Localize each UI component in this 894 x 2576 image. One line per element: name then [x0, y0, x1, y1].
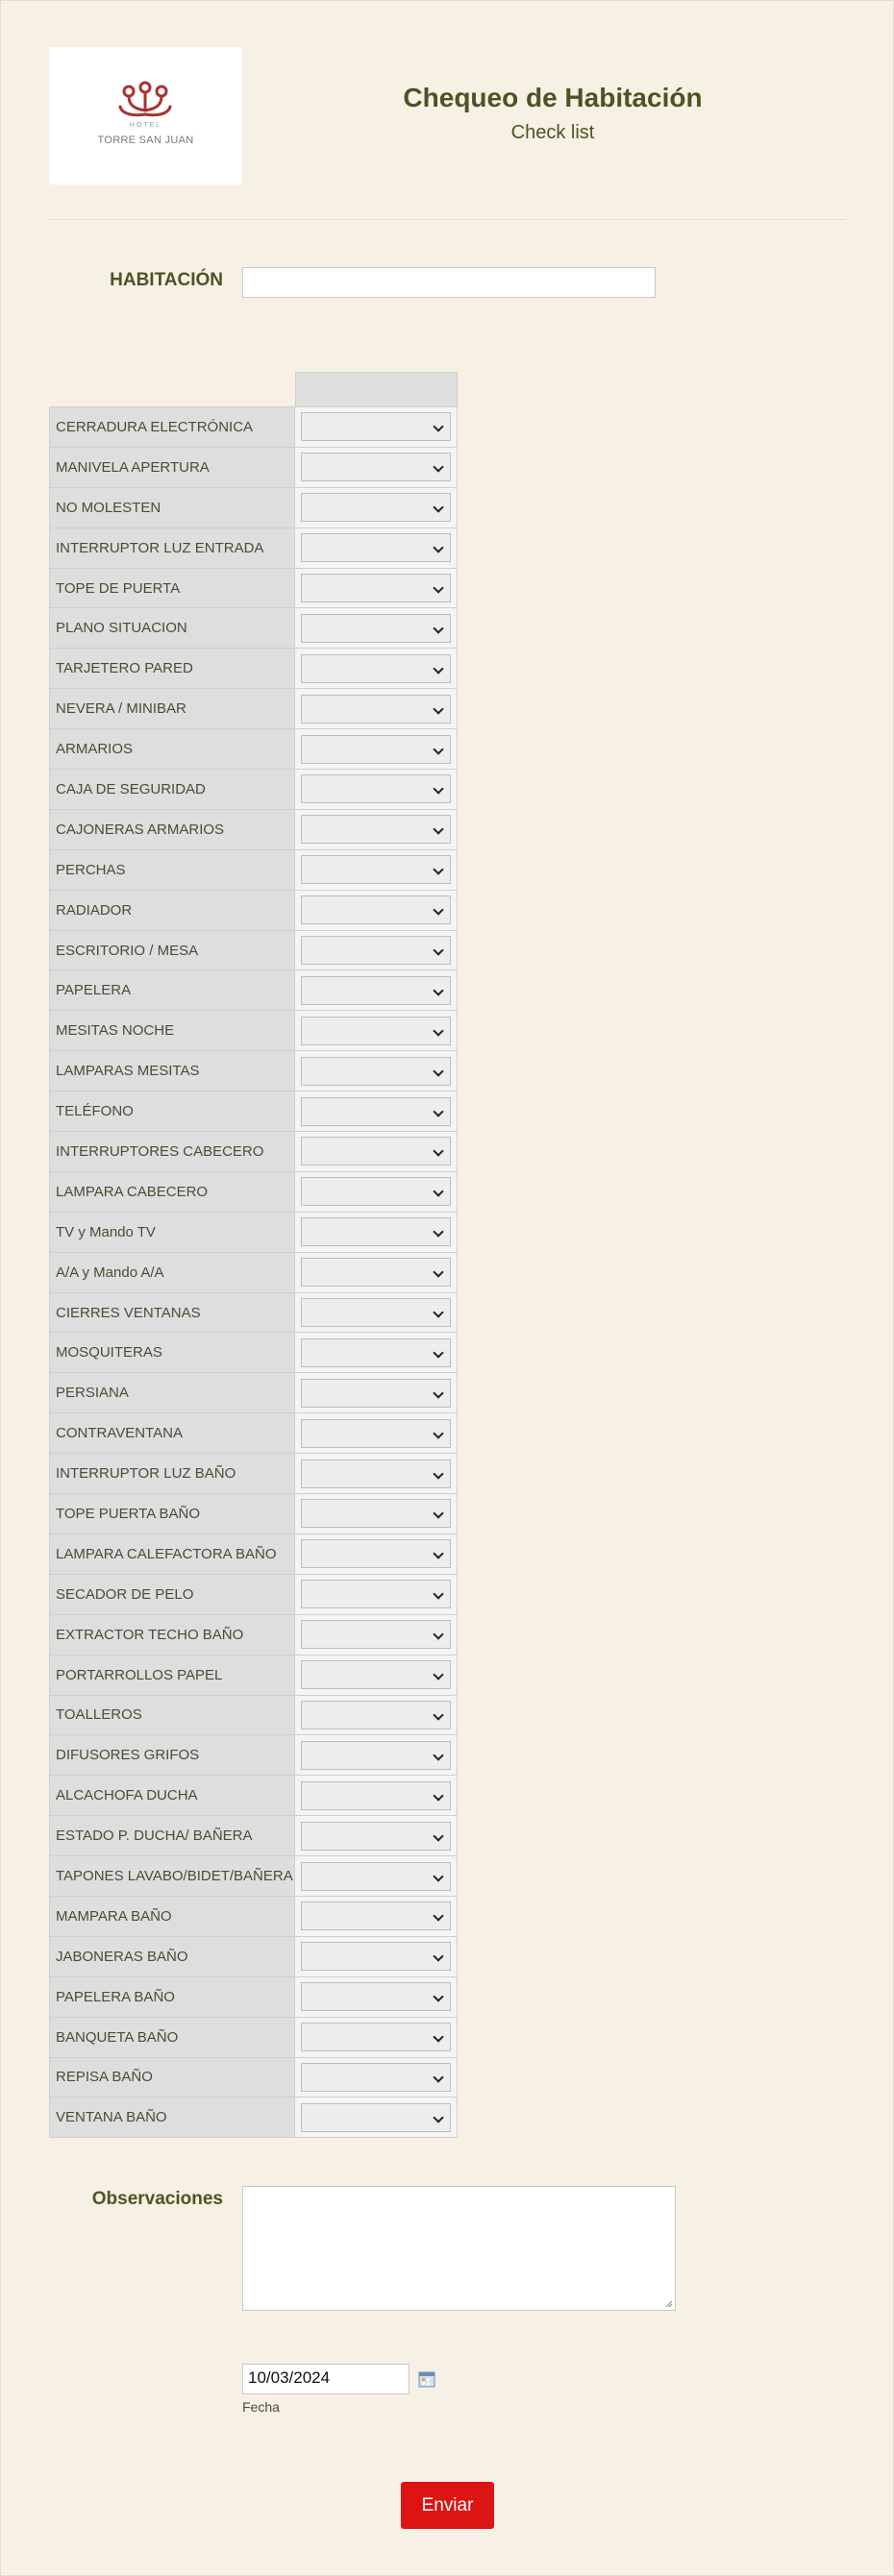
checklist-item-label: LAMPARAS MESITAS — [49, 1051, 295, 1091]
status-select[interactable] — [301, 2103, 451, 2132]
status-select[interactable] — [301, 1741, 451, 1770]
status-select[interactable] — [301, 1017, 451, 1045]
checklist-row — [49, 810, 458, 850]
status-select[interactable] — [301, 1137, 451, 1165]
checklist-row — [49, 1897, 458, 1937]
checklist-cell — [295, 1856, 458, 1896]
checklist-row — [49, 1172, 458, 1213]
checklist-item-label: DIFUSORES GRIFOS — [49, 1735, 295, 1775]
status-select[interactable] — [301, 1338, 451, 1367]
status-select[interactable] — [301, 2023, 451, 2051]
checklist-item-label: ALCACHOFA DUCHA — [49, 1776, 295, 1815]
checklist-item-label: TV y Mando TV — [49, 1213, 295, 1252]
status-select[interactable] — [301, 533, 451, 562]
checklist-cell — [295, 1615, 458, 1655]
checklist-item-label: PERSIANA — [49, 1373, 295, 1412]
logo-name: TORRE SAN JUAN — [97, 135, 194, 146]
hotel-logo — [49, 47, 242, 184]
calendar-icon[interactable] — [418, 2370, 435, 2388]
fecha-input[interactable]: 10/03/2024 — [242, 2364, 410, 2394]
checklist-item-label: PORTARROLLOS PAPEL — [49, 1656, 295, 1695]
checklist-item-label: RADIADOR — [49, 891, 295, 930]
checklist-item-label: MANIVELA APERTURA — [49, 448, 295, 487]
status-select[interactable] — [301, 735, 451, 764]
checklist-row — [49, 689, 458, 729]
checklist-row — [49, 2058, 458, 2098]
checklist-row — [49, 850, 458, 891]
checklist-cell — [295, 1534, 458, 1574]
status-select[interactable] — [301, 1177, 451, 1206]
checklist-item-label: INTERRUPTORES CABECERO — [49, 1132, 295, 1171]
checklist-item-label: EXTRACTOR TECHO BAÑO — [49, 1615, 295, 1655]
status-select[interactable] — [301, 1942, 451, 1971]
checklist-item-label: TELÉFONO — [49, 1092, 295, 1131]
checklist-item-label: VENTANA BAÑO — [49, 2098, 295, 2137]
checklist-cell — [295, 528, 458, 568]
checklist-item-label: NO MOLESTEN — [49, 488, 295, 527]
observaciones-textarea[interactable] — [242, 2186, 676, 2311]
checklist-item-label: CAJA DE SEGURIDAD — [49, 770, 295, 809]
page-subtitle: Check list — [510, 122, 595, 143]
checklist-row — [49, 931, 458, 971]
checklist-row — [49, 1454, 458, 1494]
checklist-cell — [295, 1373, 458, 1412]
checklist-cell — [295, 448, 458, 487]
checklist-row — [49, 569, 458, 609]
checklist-cell — [295, 1413, 458, 1453]
checklist-item-label: TOPE DE PUERTA — [49, 569, 295, 608]
status-select[interactable] — [301, 1419, 451, 1448]
checklist-row — [49, 407, 458, 448]
checklist-cell — [295, 1132, 458, 1171]
status-select[interactable] — [301, 1460, 451, 1488]
checklist-cell — [295, 1011, 458, 1050]
checklist-row — [49, 1615, 458, 1656]
checklist-cell — [295, 488, 458, 527]
checklist-row — [49, 1213, 458, 1253]
checklist-item-label: SECADOR DE PELO — [49, 1575, 295, 1614]
status-select[interactable] — [301, 1620, 451, 1649]
checklist-cell — [295, 770, 458, 809]
checklist-item-label: MOSQUITERAS — [49, 1333, 295, 1372]
checklist-item-label: PLANO SITUACION — [49, 608, 295, 648]
resize-grip-icon[interactable] — [665, 2300, 673, 2308]
checklist-row — [49, 1575, 458, 1615]
checklist-row — [49, 1776, 458, 1816]
checklist-row — [49, 2018, 458, 2058]
checklist-cell — [295, 569, 458, 608]
checklist-row — [49, 1373, 458, 1413]
checklist-cell — [295, 1977, 458, 2017]
checklist-item-label: INTERRUPTOR LUZ ENTRADA — [49, 528, 295, 568]
matrix-rows — [49, 406, 458, 2138]
checklist-cell — [295, 1051, 458, 1091]
status-select[interactable] — [301, 1097, 451, 1126]
matrix-column-header — [295, 372, 458, 406]
submit-button[interactable]: Enviar — [401, 2482, 494, 2529]
checklist-row — [49, 970, 458, 1011]
checklist-cell — [295, 729, 458, 769]
checklist-cell — [295, 1735, 458, 1775]
logo-subtext: HOTEL — [129, 122, 162, 129]
checklist-item-label: LAMPARA CABECERO — [49, 1172, 295, 1212]
checklist-row — [49, 1937, 458, 1977]
checklist-cell — [295, 1333, 458, 1372]
status-select[interactable] — [301, 1822, 451, 1851]
checklist-cell — [295, 1494, 458, 1533]
checklist-cell — [295, 608, 458, 648]
checklist-cell — [295, 970, 458, 1010]
checklist-item-label: CONTRAVENTANA — [49, 1413, 295, 1453]
checklist-item-label: PAPELERA — [49, 970, 295, 1010]
status-select[interactable] — [301, 895, 451, 924]
checklist-row — [49, 1534, 458, 1575]
checklist-row — [49, 649, 458, 689]
status-select[interactable] — [301, 1298, 451, 1327]
checklist-cell — [295, 2018, 458, 2057]
checklist-item-label: TARJETERO PARED — [49, 649, 295, 688]
status-select[interactable] — [301, 1901, 451, 1930]
checklist-row — [49, 1494, 458, 1534]
status-select[interactable] — [301, 695, 451, 724]
status-select[interactable] — [301, 976, 451, 1005]
status-select[interactable] — [301, 493, 451, 522]
habitacion-input[interactable] — [242, 267, 656, 298]
fecha-sublabel: Fecha — [242, 2399, 280, 2415]
status-select[interactable] — [301, 1057, 451, 1086]
checklist-cell — [295, 1937, 458, 1976]
checklist-item-label: CAJONERAS ARMARIOS — [49, 810, 295, 849]
checklist-item-label: CIERRES VENTANAS — [49, 1293, 295, 1333]
checklist-cell — [295, 649, 458, 688]
status-select[interactable] — [301, 936, 451, 965]
checklist-row — [49, 1696, 458, 1736]
checklist-cell — [295, 891, 458, 930]
checklist-item-label: LAMPARA CALEFACTORA BAÑO — [49, 1534, 295, 1574]
checklist-item-label: NEVERA / MINIBAR — [49, 689, 295, 728]
checklist-row — [49, 891, 458, 931]
checklist-item-label: PERCHAS — [49, 850, 295, 890]
checklist-row — [49, 2098, 458, 2138]
observaciones-label: Observaciones — [91, 2189, 223, 2209]
checklist-cell — [295, 1656, 458, 1695]
status-select[interactable] — [301, 774, 451, 803]
checklist-cell — [295, 1092, 458, 1131]
checklist-cell — [295, 850, 458, 890]
checklist-item-label: PAPELERA BAÑO — [49, 1977, 295, 2017]
checklist-matrix — [49, 372, 458, 2138]
header-divider — [49, 219, 846, 220]
status-select[interactable] — [301, 614, 451, 643]
status-select[interactable] — [301, 1580, 451, 1608]
checklist-row — [49, 1656, 458, 1696]
checklist-item-label: JABONERAS BAÑO — [49, 1937, 295, 1976]
checklist-row — [49, 1092, 458, 1132]
checklist-item-label: ESCRITORIO / MESA — [49, 931, 295, 970]
checklist-item-label: CERRADURA ELECTRÓNICA — [49, 407, 295, 447]
checklist-cell — [295, 2058, 458, 2098]
checklist-row — [49, 770, 458, 810]
status-select[interactable] — [301, 574, 451, 602]
checklist-cell — [295, 1253, 458, 1292]
checklist-row — [49, 729, 458, 770]
checklist-row — [49, 1856, 458, 1897]
checklist-row — [49, 1293, 458, 1334]
checklist-item-label: INTERRUPTOR LUZ BAÑO — [49, 1454, 295, 1493]
checklist-cell — [295, 689, 458, 728]
status-select[interactable] — [301, 815, 451, 844]
status-select[interactable] — [301, 1258, 451, 1287]
checklist-row — [49, 608, 458, 649]
checklist-cell — [295, 2098, 458, 2137]
checklist-cell — [295, 1696, 458, 1735]
status-select[interactable] — [301, 855, 451, 884]
status-select[interactable] — [301, 1862, 451, 1891]
checklist-row — [49, 1735, 458, 1776]
page-title: Chequeo de Habitación — [403, 83, 703, 112]
checklist-item-label: REPISA BAÑO — [49, 2058, 295, 2098]
habitacion-label: HABITACIÓN — [110, 270, 223, 290]
checklist-row — [49, 488, 458, 528]
checklist-row — [49, 1413, 458, 1454]
checklist-cell — [295, 1293, 458, 1333]
checklist-item-label: TOPE PUERTA BAÑO — [49, 1494, 295, 1533]
checklist-row — [49, 1011, 458, 1051]
checklist-row — [49, 1816, 458, 1856]
checklist-cell — [295, 1172, 458, 1212]
checklist-cell — [295, 1816, 458, 1855]
status-select[interactable] — [301, 654, 451, 683]
checklist-item-label: MESITAS NOCHE — [49, 1011, 295, 1050]
status-select[interactable] — [301, 412, 451, 441]
checklist-cell — [295, 1897, 458, 1936]
checklist-item-label: ARMARIOS — [49, 729, 295, 769]
status-select[interactable] — [301, 2063, 451, 2092]
checklist-cell — [295, 407, 458, 447]
status-select[interactable] — [301, 1701, 451, 1730]
checklist-item-label: MAMPARA BAÑO — [49, 1897, 295, 1936]
checklist-cell — [295, 1776, 458, 1815]
checklist-cell — [295, 1454, 458, 1493]
checklist-cell — [295, 931, 458, 970]
checklist-cell — [295, 1575, 458, 1614]
logo-emblem-icon — [49, 47, 242, 184]
checklist-row — [49, 448, 458, 488]
status-select[interactable] — [301, 1539, 451, 1568]
checklist-item-label: BANQUETA BAÑO — [49, 2018, 295, 2057]
status-select[interactable] — [301, 1499, 451, 1528]
checklist-row — [49, 1977, 458, 2018]
checklist-item-label: TOALLEROS — [49, 1696, 295, 1735]
status-select[interactable] — [301, 1379, 451, 1408]
status-select[interactable] — [301, 453, 451, 481]
checklist-item-label: A/A y Mando A/A — [49, 1253, 295, 1292]
status-select[interactable] — [301, 1781, 451, 1810]
checklist-row — [49, 1132, 458, 1172]
checklist-row — [49, 1253, 458, 1293]
status-select[interactable] — [301, 1660, 451, 1689]
checklist-row — [49, 1051, 458, 1092]
checklist-item-label: TAPONES LAVABO/BIDET/BAÑERA — [49, 1856, 295, 1896]
checklist-row — [49, 528, 458, 569]
status-select[interactable] — [301, 1982, 451, 2011]
checklist-cell — [295, 1213, 458, 1252]
checklist-row — [49, 1333, 458, 1373]
checklist-item-label: ESTADO P. DUCHA/ BAÑERA — [49, 1816, 295, 1855]
checklist-cell — [295, 810, 458, 849]
status-select[interactable] — [301, 1217, 451, 1246]
